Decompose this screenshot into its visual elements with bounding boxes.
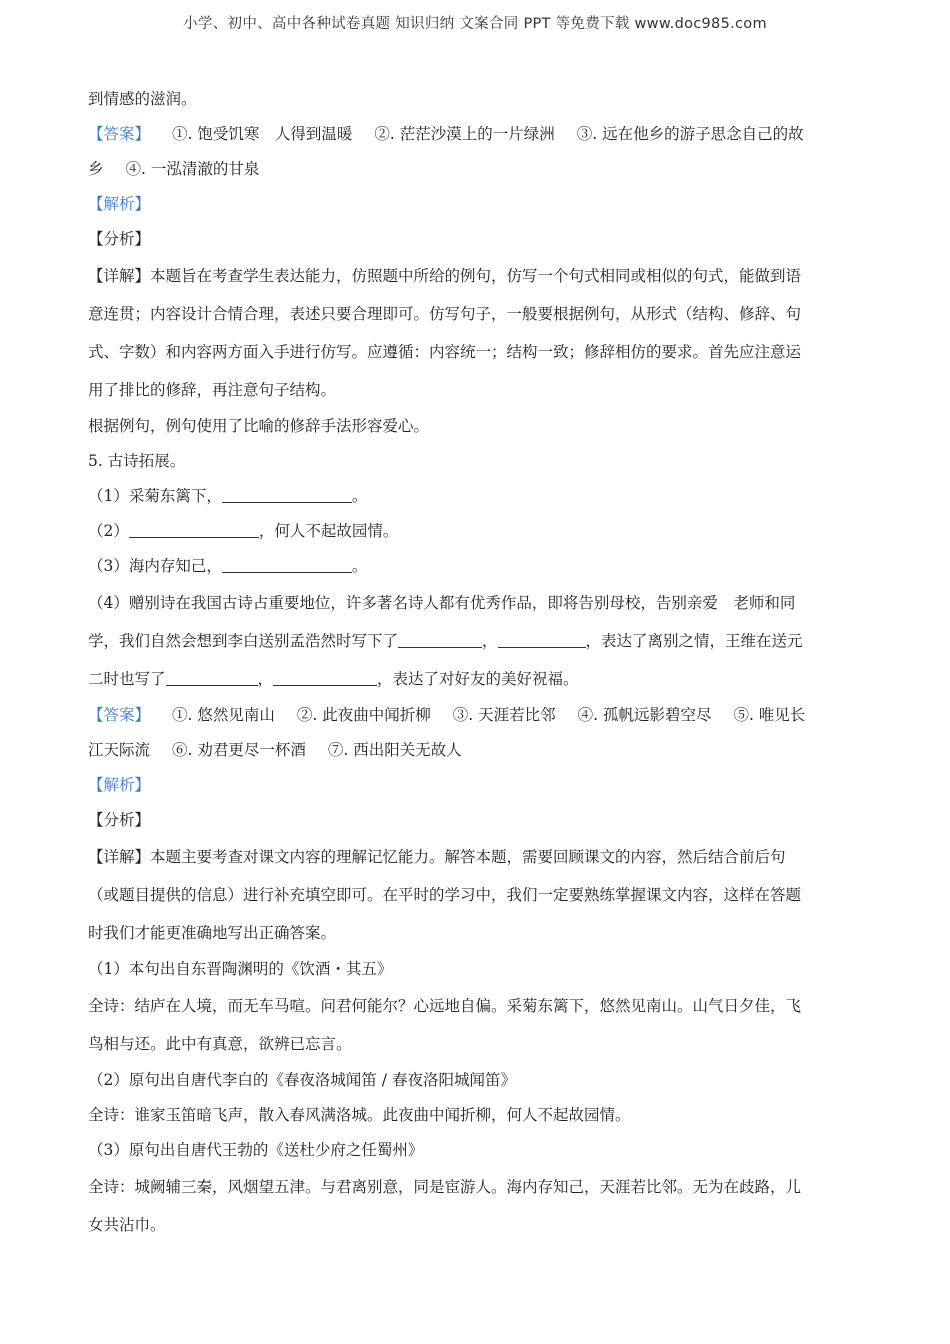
detail-paragraph-line: 【详解】本题旨在考查学生表达能力，仿照题中所给的例句，仿写一个句式相同或相似的句式，能做到语 — [88, 267, 802, 285]
fill-blank — [498, 629, 586, 648]
answer-item: ④. 孤帆远影碧空尽 — [577, 706, 712, 724]
item-text: 。 — [351, 557, 368, 575]
item-text: （2） — [88, 522, 129, 540]
fenxi-tag: 【分析】 — [88, 811, 151, 829]
answer-item: ③. 天涯若比邻 — [452, 706, 556, 724]
fill-blank — [166, 667, 258, 686]
page-header-banner: 小学、初中、高中各种试卷真题 知识归纳 文案合同 PPT 等免费下载 www.doc985.com — [183, 16, 767, 32]
detail-paragraph-line: 意连贯；内容设计合情合理，表述只要合理即可。仿写句子，一般要根据例句，从形式（结构、修辞、句 — [88, 305, 802, 323]
answer-item: ③. 远在他乡的游子思念自己的故 — [576, 125, 804, 143]
q5-item-4-line-1: （4）赠别诗在我国古诗占重要地位，许多著名诗人都有优秀作品，即将告别母校，告别亲爱 老师和同 — [88, 594, 796, 612]
answer-item: ①. 悠然见南山 — [172, 706, 275, 724]
item-text: ，表达了离别之情，王维在送元 — [585, 632, 803, 650]
answer-item: ②. 此夜曲中闻折柳 — [296, 706, 431, 724]
q5-answer-line-2 — [88, 733, 864, 768]
item-text: ，何人不起故园情。 — [258, 522, 399, 540]
fill-blank — [273, 667, 377, 686]
item-text: 。 — [351, 487, 368, 505]
jiexi-tag: 【解析】 — [88, 195, 151, 213]
fenxi-tag: 【分析】 — [88, 230, 151, 248]
poem-full-text-line: 女共沾巾。 — [88, 1216, 166, 1234]
poem-full-text-line: 全诗：谁家玉笛暗飞声，散入春风满洛城。此夜曲中闻折柳，何人不起故园情。 — [88, 1106, 631, 1124]
q5-title: 5. 古诗拓展。 — [88, 452, 186, 470]
fill-blank — [398, 629, 482, 648]
item-text: ，表达了对好友的美好祝福。 — [377, 670, 579, 688]
detail-paragraph-line: （或题目提供的信息）进行补充填空即可。在平时的学习中，我们一定要熟练掌握课文内容，这样在答题 — [88, 886, 802, 904]
poem-full-text-line: 全诗：结庐在人境，而无车马喧。问君何能尔？心远地自偏。采菊东篱下，悠然见南山。山气日夕佳，飞 — [88, 997, 802, 1015]
q5-item-2 — [88, 514, 864, 549]
answer-item: ④. 一泓清澈的甘泉 — [125, 160, 260, 178]
jiexi-tag: 【解析】 — [88, 776, 151, 794]
answer-item: ②. 茫茫沙漠上的一片绿洲 — [374, 125, 555, 143]
answer-item: ⑦. 西出阳关无故人 — [327, 741, 462, 759]
poem-full-text-line: 全诗：城阙辅三秦，风烟望五津。与君离别意，同是宦游人。海内存知己，天涯若比邻。无为在歧路，儿 — [88, 1178, 802, 1196]
q5-item-1 — [88, 479, 864, 514]
item-text: ， — [482, 632, 498, 650]
answer-tag: 【答案】 — [88, 706, 151, 724]
source-note-3: （3）原句出自唐代王勃的《送杜少府之任蜀州》 — [88, 1141, 424, 1159]
source-note-1: （1）本句出自东晋陶渊明的《饮酒・其五》 — [88, 960, 393, 978]
detail-paragraph-line: 【详解】本题主要考查对课文内容的理解记忆能力。解答本题，需要回顾课文的内容，然后结合前后句 — [88, 848, 786, 866]
poem-full-text-line: 鸟相与还。此中有真意，欲辨已忘言。 — [88, 1035, 352, 1053]
answer-item: ⑤. 唯见长 — [733, 706, 806, 724]
answer-item: ⑥. 劝君更尽一杯酒 — [172, 741, 306, 759]
q5-item-3 — [88, 549, 864, 584]
answer-continuation: 江天际流 — [88, 741, 151, 759]
item-text: ， — [257, 670, 274, 688]
document-body — [88, 82, 864, 1244]
item-text: （3）海内存知己， — [88, 557, 222, 575]
q4-answer-line — [88, 117, 864, 152]
item-text: 二时也写了 — [88, 670, 166, 688]
detail-paragraph-line: 时我们才能更准确地写出正确答案。 — [88, 924, 337, 942]
q5-answer-line — [88, 698, 864, 733]
q5-item-4-line-3 — [88, 660, 864, 698]
fill-blank — [222, 484, 352, 503]
answer-item: ①. 饱受饥寒 人得到温暖 — [172, 125, 353, 143]
q4-answer-line-2 — [88, 152, 864, 187]
item-text: 学，我们自然会想到李白送别孟浩然时写下了 — [88, 632, 399, 650]
answer-tag: 【答案】 — [88, 125, 151, 143]
q4-continuation-line: 到情感的滋润。 — [88, 90, 197, 108]
item-text: （1）采菊东篱下， — [88, 487, 222, 505]
fill-blank — [222, 554, 352, 573]
detail-paragraph-line: 式、字数）和内容两方面入手进行仿写。应遵循：内容统一；结构一致；修辞相仿的要求。首先应注意运 — [88, 343, 802, 361]
detail-paragraph-line: 用了排比的修辞，再注意句子结构。 — [88, 381, 337, 399]
detail-paragraph-line: 根据例句，例句使用了比喻的修辞手法形容爱心。 — [88, 417, 430, 435]
fill-blank — [129, 519, 259, 538]
q5-item-4-line-2 — [88, 622, 864, 660]
answer-continuation: 乡 — [88, 160, 104, 178]
source-note-2: （2）原句出自唐代李白的《春夜洛城闻笛 / 春夜洛阳城闻笛》 — [88, 1071, 516, 1089]
